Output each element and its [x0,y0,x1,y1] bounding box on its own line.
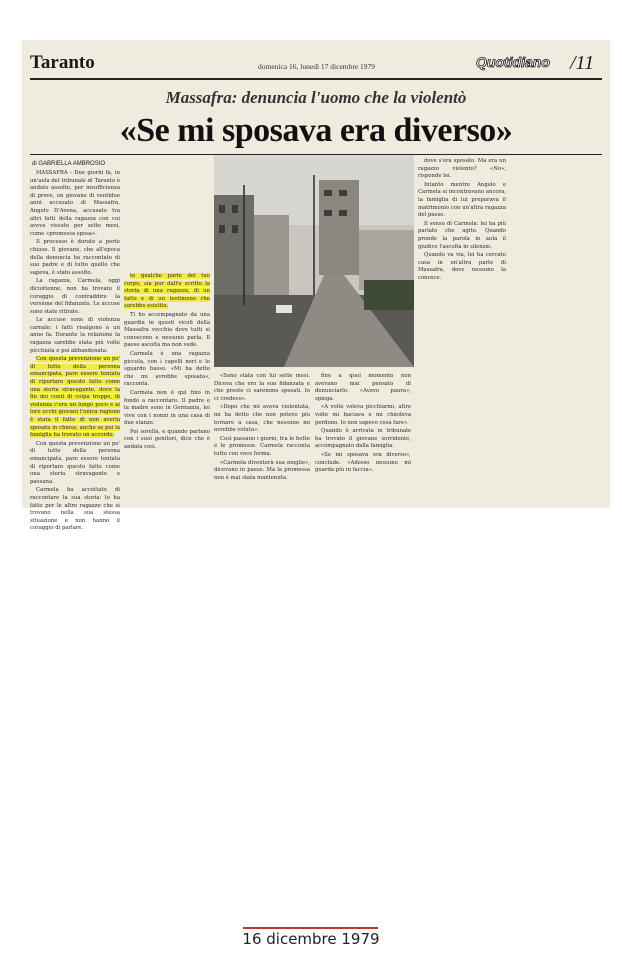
paragraph: Carmela non è qui fino in fondo a raccontare. Il padre e la madre sono in Germania, lei vive con i nonni in una casa di due stanze. [124,389,210,427]
paragraph: «Carmela diventerà sua moglie», dicevano in paese. Ma la promessa non è mai stata mantenuta. [214,459,310,481]
paragraph: MASSAFRA - Due giorni fa, in un'aula del tribunale di Taranto è andato assolto, per insufficienza di prove, un giovane di ventidue anni accusato di Massafra, Angelo D'Avena, accusato tra altri fatti della ragazza con cui aveva vissuto per sette mesi, come «promessa sposa». [30,170,120,237]
street-photo-image [214,155,414,367]
paragraph: «Se mi sposava era diverso», conclude. «Adesso nessuno mi guarda più in faccia». [315,451,411,474]
footer-date: 16 dicembre 1979 [242,930,380,948]
footer-accent-rule [243,927,378,929]
highlighted-paragraph [30,356,120,440]
paragraph: Poi sorella, e quando parlano con i suoi genitori, dice che è andata così. [124,428,210,451]
highlighted-text: te qualche parte del tuo corpo, sia pur dall'e scritto la storia di una ragazza, di un fatto e di un testimone che sarebbe esistito. [124,273,210,310]
page-header [30,52,602,76]
paragraph: Ti ho accompagnato da una guardia in questi vicoli della Massafra vecchia dove tutti si conoscono e nessuno parla. Il paese ascolta ma non vede. [124,311,210,349]
paragraph: La ragazza, Carmela, oggi diciottenne, non ha trovato il coraggio di contraddire la versione del fidanzato. Le accuse sono state ritirate. [30,278,120,315]
article-column-5 [418,158,506,504]
paragraph: Le accuse sono di violenza carnale: i fatti risalgono a un anno fa. Durante la relazione la ragazza sarebbe stata più volte picchiata e poi abbandonata. [30,317,120,354]
article-kicker: Massafra: denuncia l'uomo che la violentò [165,88,467,107]
byline: di GABRIELLA AMBROSIO [32,161,106,167]
paragraph: «Dopo che mi aveva violentata, mi ha detto che non potevo più tornare a casa, che nessuno mi avrebbe voluta». [214,404,310,434]
paragraph: Carmela ha accettato di raccontare la sua storia: lo ha fatto per le altre ragazze che si trovano nella sua stessa situazione e non hanno il coraggio di parlare. [30,487,120,532]
article-column-1 [30,170,120,532]
highlighted-text: Con questa prevenzione un po' di tutto della persona emancipata, pare essere tentata di riportare questo fatto come una storia stravagante, dove la fin dei conti di colpa troppo, di violenza c'era un lungo poco e ai loro occhi giovani l'unica ragione è stata il fatto di non averla sposata in chiesa, anche se poi la famiglia ha trovato un accordo. [30,356,120,439]
paragraph: «Sono stata con lui sette mesi. Diceva che ero la sua fidanzata e che presto ci saremmo sposati. Io ci credevo». [214,373,310,402]
newspaper-logo: Quotidiano [476,54,550,70]
article-headline: «Se mi sposava era diverso» [119,112,513,149]
paragraph: Così passano i giorni, tra le botte e le promesse. Carmela racconta tutto con voce ferma. [214,435,310,457]
article-column-4 [315,373,411,504]
page-number: /11 [570,52,595,74]
paragraph: Con questa prevenzione un po' di tutto della persona emancipata, pare essere tentata di riportare questo fatto come una storia stravagante e paesana. [30,440,120,485]
paragraph: Il senso di Carmela: lei ha più parlato che agito. Quando prende la parola in aula il giudice l'ascolta in silenzio. [418,220,506,250]
highlighted-paragraph [124,273,210,311]
issue-date: domenica 16, lunedì 17 dicembre 1979 [258,62,376,71]
header-rule [30,78,602,80]
paragraph: Intanto mentre Angelo e Carmela si incontravano ancora, la famiglia di lui preparava il matrimonio con un'altra ragazza del paese. [418,181,506,219]
paragraph: Il processo è durato a porte chiuse. Il giovane, che all'epoca della denuncia ha raccontato di suo padre e di tutto quello che sapeva, è stato assolto. [30,239,120,276]
paragraph: Carmela è una ragazza piccola, con i capelli neri e lo sguardo basso. «Mi ha detto che mi avrebbe sposata», racconta. [124,350,210,388]
newspaper-clipping [22,40,610,532]
article-column-2 [124,273,210,503]
paragraph: dove s'era sposato. Ma era un ragazzo violento? «No», risponde lei. [418,158,506,180]
paragraph: «A volte voleva picchiarmi, altre volte mi baciava e mi chiedeva perdono. Io non sapevo cosa fare». [315,404,411,426]
paragraph: Quando è arrivata in tribunale ha trovato il giovane sorridente, accompagnato dalla famiglia. [315,428,411,450]
section-title: Taranto [30,52,95,73]
paragraph: Quando va via, lei ha cercato casa in un'altra parte di Massafra, dove nessuno la conosce. [418,252,506,281]
paragraph: fino a quel momento non avevano mai pensato di denunciarlo. «Avevo paura», spiega. [315,373,411,402]
article-column-3 [214,373,310,504]
street-photo [214,155,414,367]
